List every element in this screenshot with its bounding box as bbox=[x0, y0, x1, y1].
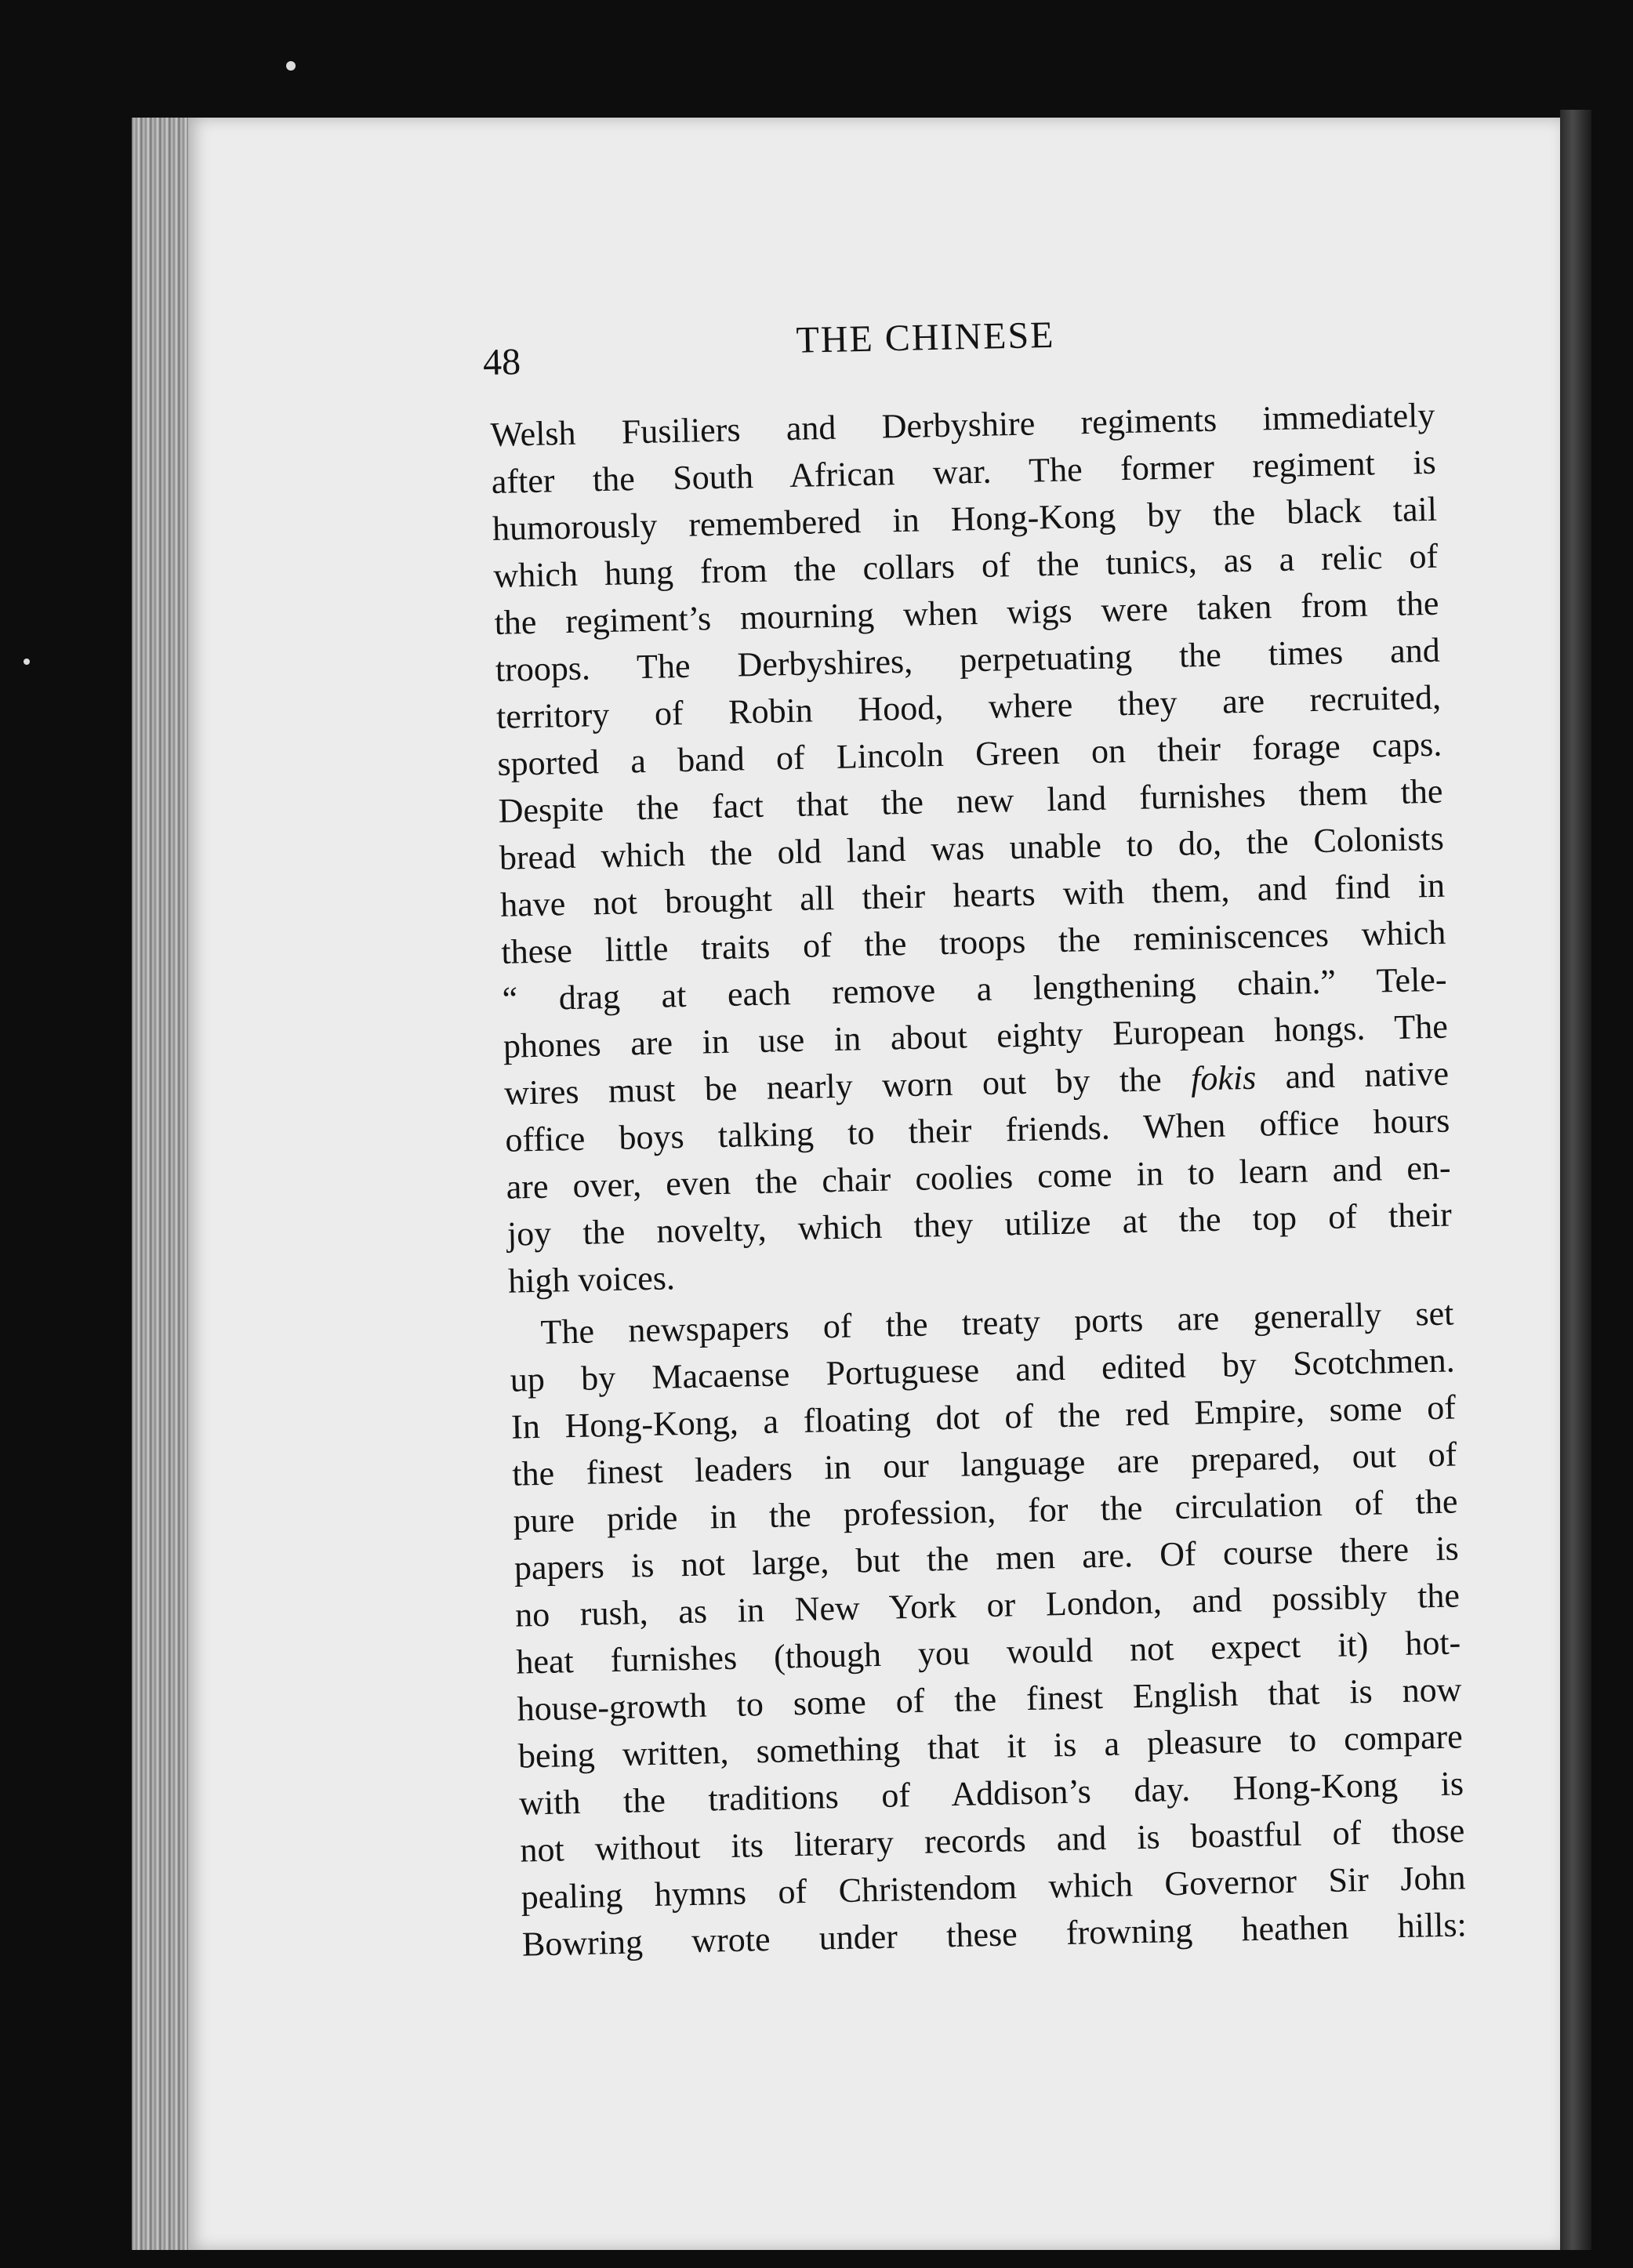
text-line: pure pride in the profession, for the circulation of the bbox=[513, 1482, 1458, 1540]
text-line: up by Macaense Portuguese and edited by Scotchmen. bbox=[510, 1341, 1456, 1399]
text-line: with the traditions of Addison’s day. Hong-Kong is bbox=[518, 1764, 1464, 1823]
text-line: Despite the fact that the new land furnishes them the bbox=[498, 771, 1443, 830]
text-line: heat furnishes (though you would not expect it) hot- bbox=[515, 1623, 1461, 1682]
text-line: Bowring wrote under these frowning heathen hills: bbox=[521, 1905, 1468, 1964]
text-line: house-growth to some of the finest English that is now bbox=[517, 1670, 1462, 1729]
text-line: sported a band of Lincoln Green on their forage caps. bbox=[496, 724, 1442, 783]
running-head: THE CHINESE bbox=[795, 314, 1055, 361]
text-line: The newspapers of the treaty ports are generally set bbox=[540, 1294, 1454, 1352]
text-line: the finest leaders in our language are prepared, out of bbox=[511, 1435, 1457, 1493]
text-line: which hung from the collars of the tunics, as a relic of bbox=[492, 536, 1439, 595]
text-line: the regiment’s mourning when wigs were taken from the bbox=[494, 583, 1439, 642]
text-line: have not brought all their hearts with them, and find in bbox=[499, 865, 1446, 924]
text-line: are over, even the chair coolies come in to learn and en- bbox=[506, 1148, 1451, 1207]
italic-word: fokis bbox=[1190, 1058, 1257, 1098]
text-line: troops. The Derbyshires, perpetuating the times and bbox=[495, 630, 1441, 689]
page-number: 48 bbox=[482, 340, 521, 383]
text-line: being written, something that it is a pleasure to compare bbox=[517, 1717, 1464, 1776]
text-line: “ drag at each remove a lengthening chain.” Tele- bbox=[502, 960, 1447, 1018]
text-line: territory of Robin Hood, where they are recruited, bbox=[495, 677, 1442, 736]
text-line: office boys talking to their friends. When office hours bbox=[504, 1101, 1450, 1159]
scan-speck bbox=[24, 659, 30, 665]
text-line: joy the novelty, which they utilize at the top of their bbox=[506, 1195, 1453, 1254]
text-line: humorously remembered in Hong-Kong by the black tail bbox=[492, 489, 1438, 548]
scan-speck bbox=[286, 61, 296, 71]
paragraph-2 bbox=[509, 1290, 1467, 1969]
text-line: bread which the old land was unable to do, the Colonists bbox=[499, 818, 1445, 877]
text-line: wires must be nearly worn out by the fokis and native bbox=[503, 1054, 1450, 1112]
text-line: no rush, as in New York or London, and possibly the bbox=[514, 1576, 1461, 1635]
paragraph-1 bbox=[490, 392, 1453, 1305]
text-line: Welsh Fusiliers and Derbyshire regiments immediately bbox=[490, 395, 1435, 454]
text-line: In Hong-Kong, a floating dot of the red Empire, some of bbox=[510, 1388, 1457, 1446]
text-line: after the South African war. The former regiment is bbox=[491, 442, 1437, 501]
facing-page-edge bbox=[1560, 110, 1591, 2250]
text-line: papers is not large, but the men are. Of course there is bbox=[513, 1529, 1460, 1588]
text-line: phones are in use in about eighty European hongs. The bbox=[503, 1007, 1449, 1065]
text-line: high voices. bbox=[507, 1258, 676, 1301]
text-line: these little traits of the troops the reminiscences which bbox=[500, 913, 1446, 971]
text-line: pealing hymns of Christendom which Governor Sir John bbox=[521, 1858, 1466, 1917]
body-text bbox=[490, 392, 1467, 1969]
text-line: not without its literary records and is boastful of those bbox=[519, 1811, 1465, 1870]
